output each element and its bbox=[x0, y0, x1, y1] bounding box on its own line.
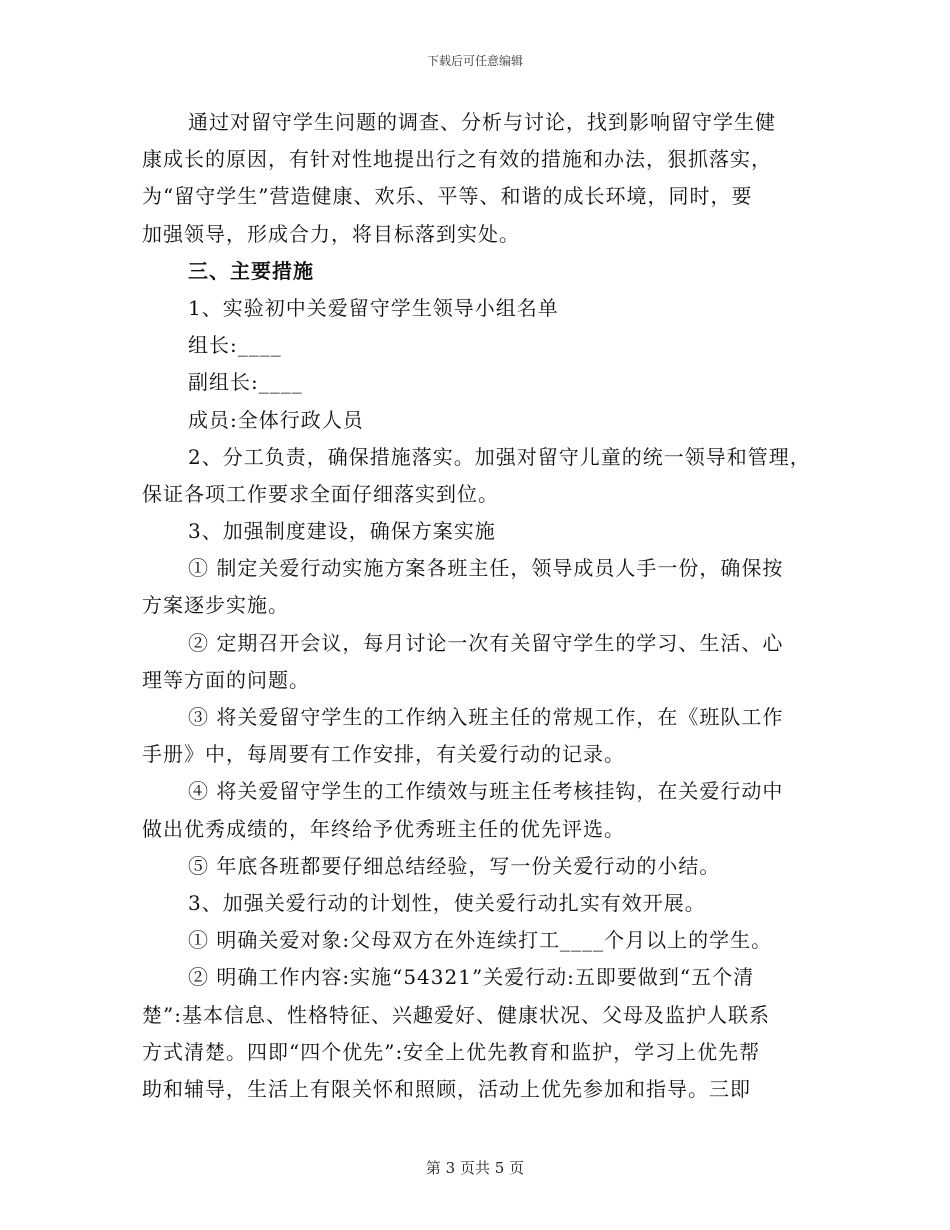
text-line: 1、实验初中关爱留守学生领导小组名单 bbox=[188, 295, 559, 320]
text-line: 手册》中，每周要有工作安排，有关爱行动的记录。 bbox=[142, 742, 625, 767]
text-line: 方案逐步实施。 bbox=[142, 593, 289, 618]
text-line: 为“留守学生”营造健康、欢乐、平等、和谐的成长环境，同时，要 bbox=[142, 184, 753, 209]
text-line: 理等方面的问题。 bbox=[142, 667, 310, 692]
text-line: 楚”:基本信息、性格特征、兴趣爱好、健康状况、父母及监护人联系 bbox=[142, 1002, 770, 1027]
text-line: 做出优秀成绩的，年终给予优秀班主任的优先评选。 bbox=[142, 816, 625, 841]
text-line: ① 制定关爱行动实施方案各班主任，领导成员人手一份，确保按 bbox=[188, 556, 784, 581]
document-body bbox=[142, 104, 810, 1108]
text-line: 加强领导，形成合力，将目标落到实处。 bbox=[142, 221, 520, 246]
text-line: ④ 将关爱留守学生的工作绩效与班主任考核挂钩，在关爱行动中 bbox=[188, 779, 784, 804]
text-line: ② 明确工作内容:实施“54321”关爱行动:五即要做到“五个清 bbox=[188, 965, 755, 990]
text-line: 副组长:____ bbox=[188, 370, 303, 395]
text-line: 3、加强制度建设，确保方案实施 bbox=[188, 519, 496, 544]
text-line: 2、分工负责，确保措施落实。加强对留守儿童的统一领导和管理， bbox=[188, 444, 811, 469]
text-line: 通过对留守学生问题的调查、分析与讨论，找到影响留守学生健 bbox=[188, 110, 776, 134]
text-line: 康成长的原因，有针对性地提出行之有效的措施和办法，狠抓落实， bbox=[142, 147, 772, 172]
text-line: ⑤ 年底各班都要仔细总结经验，写一份关爱行动的小结。 bbox=[188, 853, 721, 878]
text-line: ① 明确关爱对象:父母双方在外连续打工____个月以上的学生。 bbox=[188, 928, 773, 953]
text-line: 组长:____ bbox=[188, 333, 282, 358]
text-line: 助和辅导，生活上有限关怀和照顾，活动上优先参加和指导。三即 bbox=[142, 1076, 751, 1101]
text-line: ② 定期召开会议，每月讨论一次有关留守学生的学习、生活、心 bbox=[188, 630, 784, 655]
text-line: 方式清楚。四即“四个优先”:安全上优先教育和监护，学习上优先帮 bbox=[142, 1039, 761, 1064]
page-header: 下载后可任意编辑 bbox=[426, 54, 523, 68]
text-line: 成员:全体行政人员 bbox=[188, 407, 364, 432]
section-heading: 三、主要措施 bbox=[188, 258, 314, 283]
text-line: 3、加强关爱行动的计划性，使关爱行动扎实有效开展。 bbox=[188, 890, 706, 915]
text-line: 保证各项工作要求全面仔细落实到位。 bbox=[142, 481, 499, 506]
page-footer: 第 3 页共 5 页 bbox=[425, 1159, 525, 1177]
text-line: ③ 将关爱留守学生的工作纳入班主任的常规工作，在《班队工作 bbox=[188, 705, 784, 729]
